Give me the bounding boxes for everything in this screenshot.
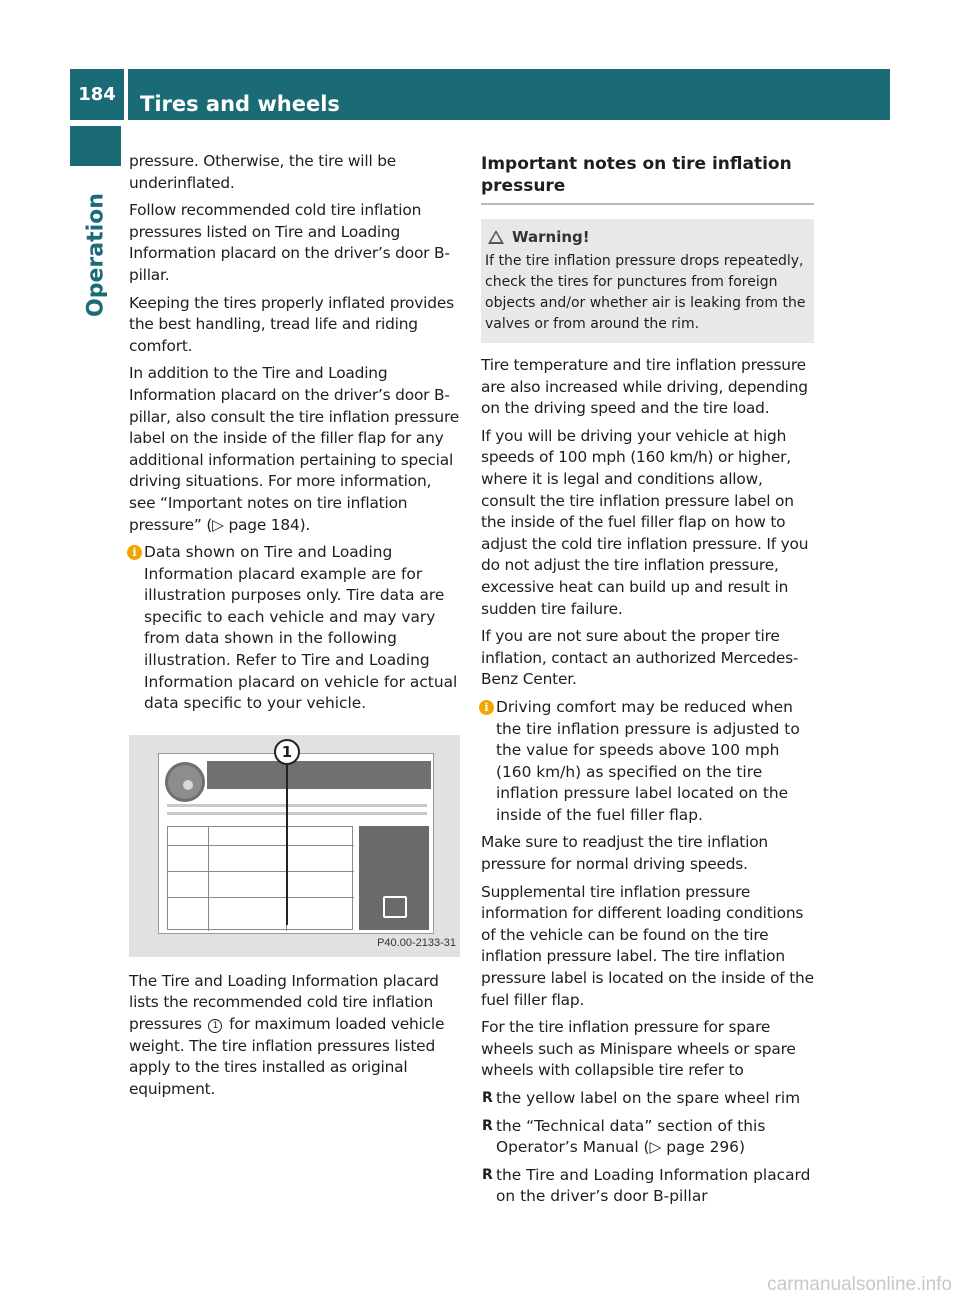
callout-marker: 1 bbox=[274, 739, 300, 765]
placard-manual-panel bbox=[359, 826, 429, 930]
warning-triangle-icon bbox=[488, 230, 504, 244]
bullet-icon: R bbox=[482, 1166, 493, 1183]
bullet-icon: R bbox=[482, 1117, 493, 1134]
warning-title-text: Warning! bbox=[512, 228, 590, 246]
placard-header-block bbox=[207, 761, 431, 789]
caption-text: for maximum loaded vehicle weight. The tire inflation pressures listed apply to the tires installed as original equipment. bbox=[129, 1015, 445, 1098]
info-note bbox=[481, 697, 814, 827]
section-title: Tires and wheels bbox=[140, 92, 340, 116]
page-number: 184 bbox=[78, 84, 116, 105]
paragraph: In addition to the Tire and Loading Information placard on the driver’s door B-pillar, also consult the tire inflation pressure label on the inside of the filler flap for any additional information pertaining to special driving situations. For more information, see “Important notes on tire inflation pressure” (▷ page 184). bbox=[129, 364, 460, 534]
bullet-text: the Tire and Loading Information placard on the driver’s door B-pillar bbox=[496, 1165, 811, 1206]
header-divider bbox=[124, 69, 128, 120]
caption-text: The Tire and Loading Information placard lists the recommended cold tire inflation pressures bbox=[129, 971, 439, 1034]
paragraph: If you will be driving your vehicle at high speeds of 100 mph (160 km/h) or higher, where it is legal and conditions allow, consult the tire inflation pressure label on the inside of the fuel filler flap on how to adjust the cold tire inflation pressure. If you do not adjust the tire inflation pressure, excessive heat can build up and result in sudden tire failure. bbox=[481, 426, 809, 618]
info-icon: i bbox=[127, 545, 142, 560]
paragraph: pressure. Otherwise, the tire will be underinflated. bbox=[129, 152, 397, 192]
placard-caption bbox=[129, 971, 462, 1101]
warning-text: If the tire inflation pressure drops repeatedly, check the tires for punctures from foreign objects and/or whether air is leaking from the valves or from around the rim. bbox=[485, 253, 806, 332]
callout-line bbox=[286, 765, 288, 925]
placard-text-line bbox=[167, 804, 427, 807]
bullet-text: the “Technical data” section of this Operator’s Manual (▷ page 296) bbox=[496, 1116, 766, 1157]
callout-reference: 1 bbox=[208, 1019, 222, 1033]
placard-illustration bbox=[129, 735, 460, 957]
manual-book-icon bbox=[383, 896, 407, 918]
paragraph: Make sure to readjust the tire inflation pressure for normal driving speeds. bbox=[481, 833, 768, 874]
side-tab-block bbox=[70, 126, 121, 166]
figure-code: P40.00-2133-31 bbox=[377, 937, 456, 950]
bullet-text: the yellow label on the spare wheel rim bbox=[496, 1089, 801, 1107]
warning-box bbox=[481, 219, 814, 343]
paragraph: Keeping the tires properly inflated provides the best handling, tread life and riding comfort. bbox=[129, 293, 454, 355]
placard-text-line bbox=[167, 812, 427, 815]
wheel-icon bbox=[165, 762, 205, 802]
left-column bbox=[129, 151, 462, 1106]
placard-label bbox=[158, 753, 434, 934]
paragraph: Tire temperature and tire inflation pressure are also increased while driving, depending on the driving speed and the tire load. bbox=[481, 356, 808, 418]
right-column bbox=[481, 151, 814, 1214]
watermark: carmanualsonline.info bbox=[767, 1274, 952, 1295]
side-tab-label: Operation bbox=[83, 193, 109, 317]
paragraph: Follow recommended cold tire inflation pressures listed on Tire and Loading Information placard on the driver’s door B-pillar. bbox=[129, 201, 450, 284]
bullet-icon: R bbox=[482, 1090, 493, 1106]
paragraph: For the tire inflation pressure for spare wheels such as Minispare wheels or spare wheels with collapsible tire refer to bbox=[481, 1018, 796, 1080]
info-note bbox=[129, 542, 462, 715]
bullet-item bbox=[481, 1088, 814, 1110]
warning-title bbox=[486, 227, 810, 248]
placard-table bbox=[167, 826, 353, 930]
bullet-item bbox=[481, 1165, 814, 1208]
subheading: Important notes on tire inflation pressure bbox=[481, 153, 814, 205]
info-note-text: Driving comfort may be reduced when the tire inflation pressure is adjusted to the value for speeds above 100 mph (160 km/h) as specified on the tire inflation pressure label located on the inside of the fuel filler flap. bbox=[496, 697, 800, 824]
info-note-text: Data shown on Tire and Loading Information placard example are for illustration purposes only. Tire data are specific to each vehicle and may vary from data shown in the following illustration. Refer to Tire and Loading Information placard on vehicle for actual data specific to your vehicle. bbox=[144, 543, 458, 713]
info-icon: i bbox=[479, 700, 494, 715]
paragraph: If you are not sure about the proper tire inflation, contact an authorized Mercedes-Benz Center. bbox=[481, 627, 799, 689]
bullet-item bbox=[481, 1116, 814, 1159]
paragraph: Supplemental tire inflation pressure information for different loading conditions of the vehicle can be found on the tire inflation pressure label. The tire inflation pressure label is located on the inside of the fuel filler flap. bbox=[481, 882, 814, 1009]
